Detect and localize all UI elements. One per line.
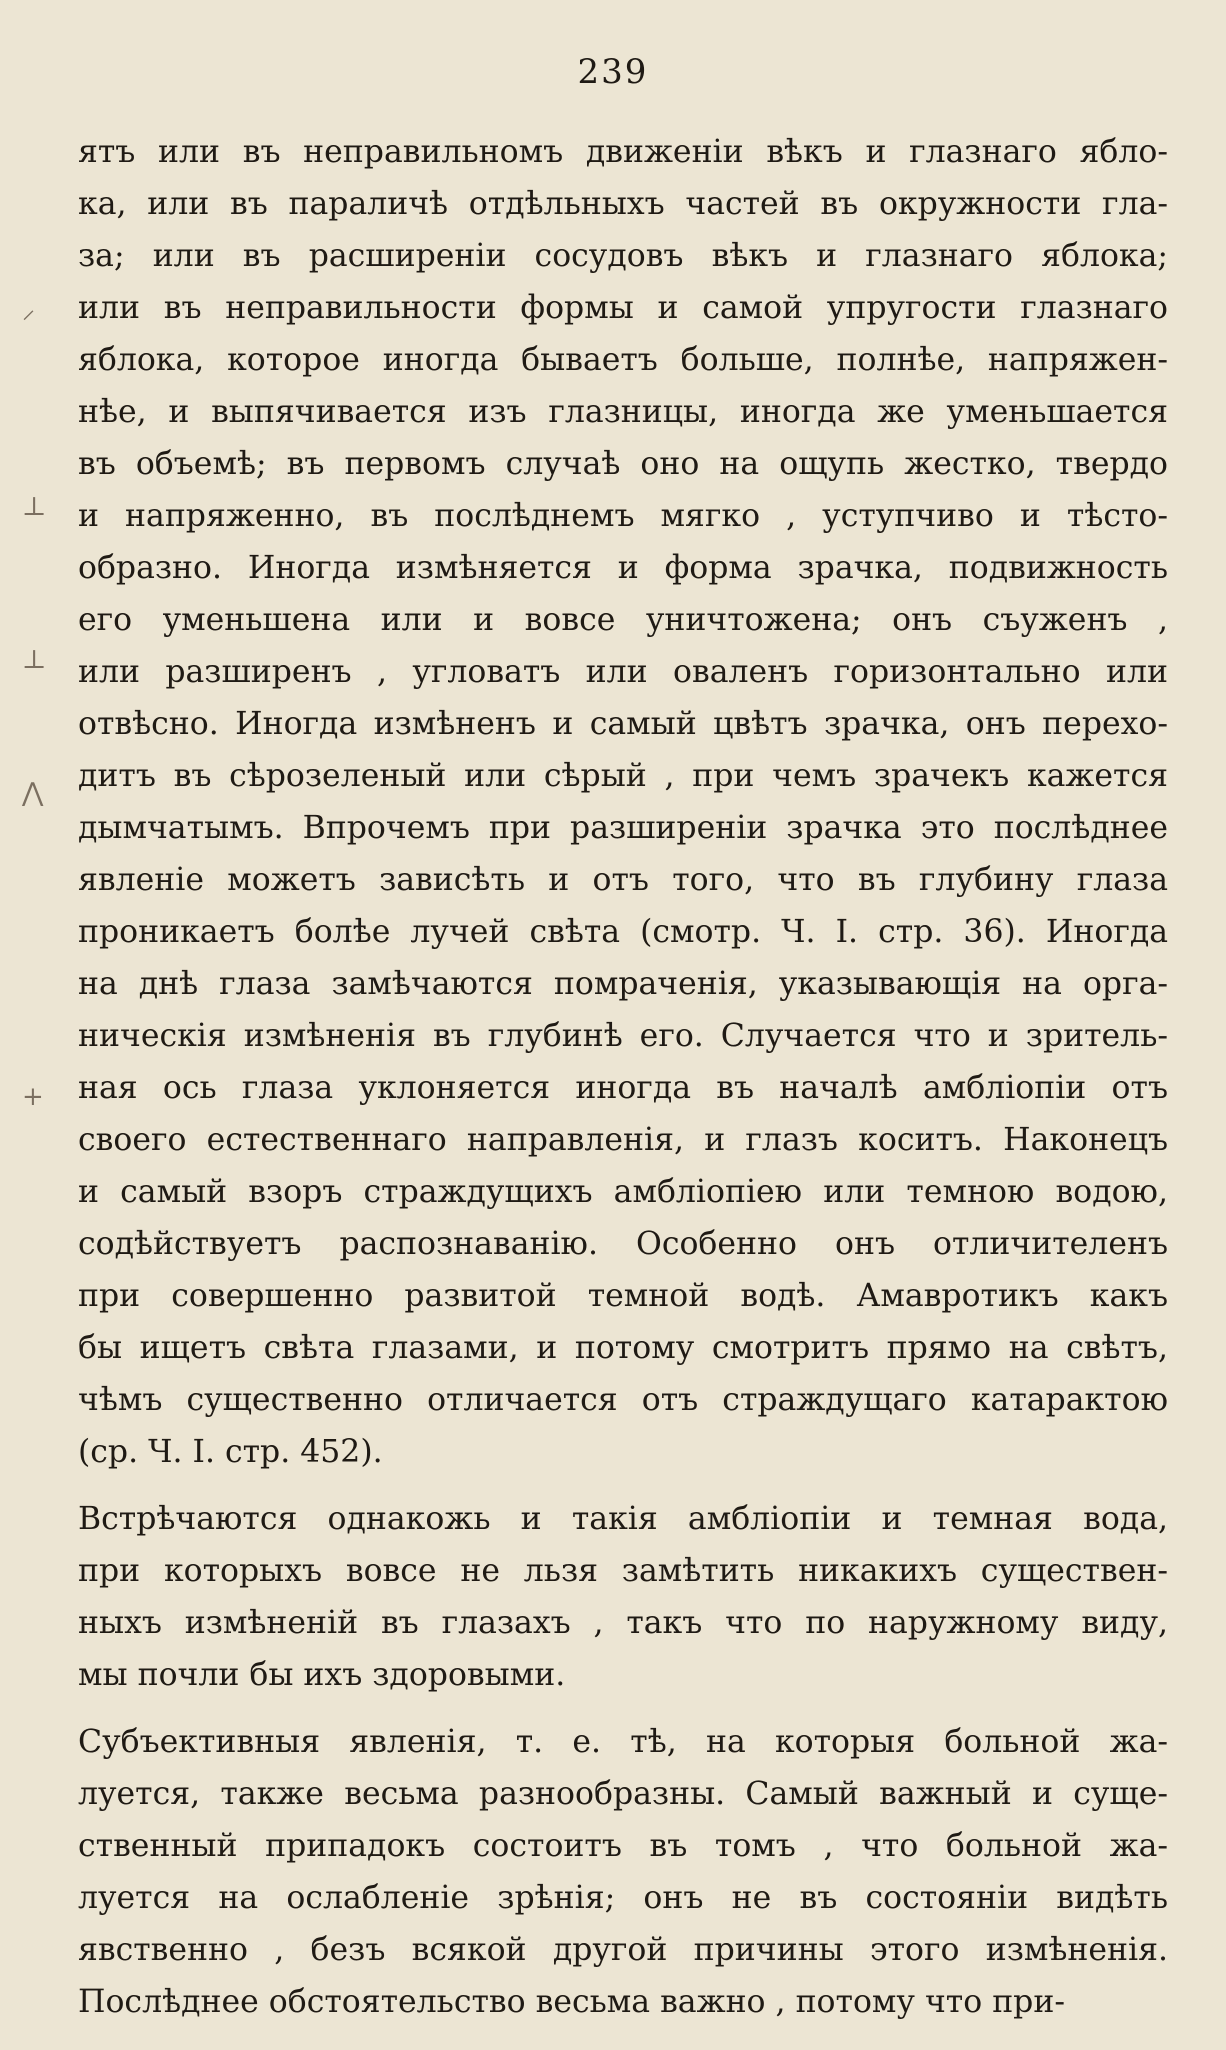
paragraph	[78, 1716, 1168, 2028]
text-line: на днѣ глаза замѣчаются помраченія, указывающія на орга-	[78, 966, 1168, 1002]
text-line: или разширенъ , угловатъ или оваленъ горизонтально или	[78, 654, 1168, 690]
paragraph	[78, 1493, 1168, 1701]
text-line: и самый взоръ страждущихъ амбліопіею или темною водою,	[78, 1174, 1168, 1210]
text-line: при которыхъ вовсе не льзя замѣтить никакихъ существен-	[78, 1553, 1168, 1589]
text-line: яблока, которое иногда бываетъ больше, полнѣе, напряжен-	[78, 342, 1168, 378]
text-line: отвѣсно. Иногда измѣненъ и самый цвѣтъ зрачка, онъ перехо-	[78, 706, 1168, 742]
text-line: чѣмъ существенно отличается отъ страждущаго катарактою	[78, 1382, 1168, 1418]
text-line: ственный припадокъ состоитъ въ томъ , что больной жа-	[78, 1828, 1168, 1864]
text-line: ныхъ измѣненій въ глазахъ , такъ что по наружному виду,	[78, 1605, 1168, 1641]
text-line: Встрѣчаются однакожь и такія амбліопіи и темная вода,	[78, 1501, 1168, 1537]
text-line: за; или въ расширеніи сосудовъ вѣкъ и глазнаго яблока;	[78, 238, 1168, 274]
page-number: 239	[577, 52, 649, 92]
paragraph	[78, 126, 1168, 1478]
margin-mark: ⸝	[22, 295, 36, 325]
text-line: ятъ или въ неправильномъ движеніи вѣкъ и глазнаго ябло-	[78, 134, 1168, 170]
text-line: проникаетъ болѣе лучей свѣта (смотр. Ч. I. стр. 36). Иногда	[78, 914, 1168, 950]
text-line: дитъ въ сѣрозеленый или сѣрый , при чемъ зрачекъ кажется	[78, 758, 1168, 794]
text-line: своего естественнаго направленія, и глазъ коситъ. Наконецъ	[78, 1122, 1168, 1158]
margin-mark: +	[22, 1082, 44, 1112]
text-line: явленіе можетъ зависѣть и отъ того, что въ глубину глаза	[78, 862, 1168, 898]
margin-mark: ⊥	[22, 492, 47, 522]
text-line: бы ищетъ свѣта глазами, и потому смотритъ прямо на свѣтъ,	[78, 1330, 1168, 1366]
text-line: или въ неправильности формы и самой упругости глазнаго	[78, 290, 1168, 326]
text-line: явственно , безъ всякой другой причины этого измѣненія.	[78, 1932, 1168, 1968]
text-line: содѣйствуетъ распознаванію. Особенно онъ отличителенъ	[78, 1226, 1168, 1262]
text-line: ка, или въ параличѣ отдѣльныхъ частей въ окружности гла-	[78, 186, 1168, 222]
text-line: и напряженно, въ послѣднемъ мягко , уступчиво и тѣсто-	[78, 498, 1168, 534]
text-line: Субъективныя явленія, т. е. тѣ, на которыя больной жа-	[78, 1724, 1168, 1760]
text-line: въ объемѣ; въ первомъ случаѣ оно на ощупь жестко, твердо	[78, 446, 1168, 482]
text-line: луется, также весьма разнообразны. Самый важный и суще-	[78, 1776, 1168, 1812]
text-line: дымчатымъ. Впрочемъ при разширеніи зрачка это послѣднее	[78, 810, 1168, 846]
text-line: мы почли бы ихъ здоровыми.	[78, 1657, 566, 1693]
text-line: Послѣднее обстоятельство весьма важно , потому что при-	[78, 1984, 1065, 2020]
text-line: (ср. Ч. I. стр. 452).	[78, 1434, 383, 1470]
text-line: его уменьшена или и вовсе уничтожена; онъ съуженъ ,	[78, 602, 1168, 638]
margin-mark: ⊥	[22, 645, 47, 675]
text-line: образно. Иногда измѣняется и форма зрачка, подвижность	[78, 550, 1168, 586]
text-line: луется на ослабленіе зрѣнія; онъ не въ состояніи видѣть	[78, 1880, 1168, 1916]
text-line: нѣе, и выпячивается изъ глазницы, иногда же уменьшается	[78, 394, 1168, 430]
body-text	[78, 126, 1168, 2028]
margin-mark: ⋀	[22, 778, 44, 808]
text-line: ническія измѣненія въ глубинѣ его. Случается что и зритель-	[78, 1018, 1168, 1054]
text-line: ная ось глаза уклоняется иногда въ началѣ амбліопіи отъ	[78, 1070, 1168, 1106]
text-line: при совершенно развитой темной водѣ. Амавротикъ какъ	[78, 1278, 1168, 1314]
